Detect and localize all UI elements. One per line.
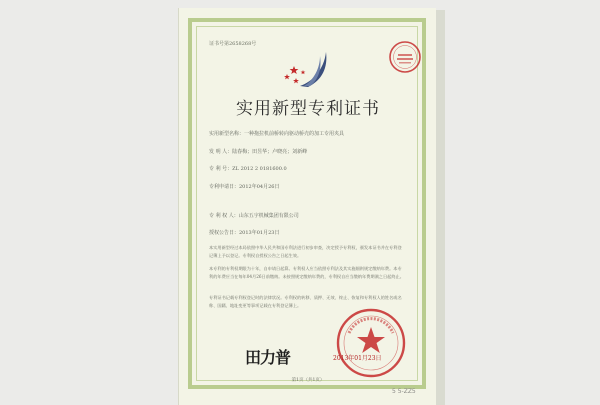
patent-office-emblem-icon: [282, 46, 334, 88]
inventors: 发 明 人：陆春梅；田昱华；卢晓亮；刘新峰: [209, 149, 308, 155]
term-paragraph: 本专利的专利权期限为十年，自申请日起算。专利权人应当依照专利法及其实施细则规定缴纳年费。本专利的年费应当在每年04月26日前缴纳。未按照规定缴纳年费的，专利权自应当缴纳年费期满之日起终止。: [209, 266, 404, 279]
director-signature: 田力普: [245, 348, 291, 367]
grant-paragraph: 本实用新型经过本局依照中华人民共和国专利法进行初步审查，决定授予专利权，颁发本证书并在专利登记簿上予以登记。专利权自授权公告之日起生效。: [209, 245, 402, 258]
grant-announcement-date: 授权公告日：2013年01月23日: [209, 230, 280, 236]
handwritten-note: 5 5-ZZ5: [392, 388, 416, 395]
seal-date: 2013年01月23日: [333, 355, 382, 362]
legal-status-paragraph: 专利证书记载专利权登记时的法律状况。专利权的转移、质押、无效、终止、恢复和专利权人的姓名或名称、国籍、地址变更等事项记载在专利登记簿上。: [209, 295, 402, 308]
national-seal-icon: [335, 307, 407, 379]
patent-certificate: [178, 8, 436, 405]
verification-stamp-icon: [388, 40, 422, 74]
page-footer: 第1页（共1页）: [291, 378, 325, 383]
utility-model-name: 实用新型名称：一种拖拉机前桥转向驱动桥壳的加工专用夹具: [209, 131, 345, 137]
patent-number: 专 利 号：ZL 2012 2 0181600.0: [209, 166, 287, 172]
certificate-number: 证书号第2658268号: [209, 41, 257, 47]
certificate-title: 实用新型专利证书: [236, 99, 380, 119]
application-date: 专利申请日：2012年04月26日: [209, 184, 280, 190]
patentee: 专 利 权 人：山东五宇机械集团有限公司: [209, 213, 299, 219]
